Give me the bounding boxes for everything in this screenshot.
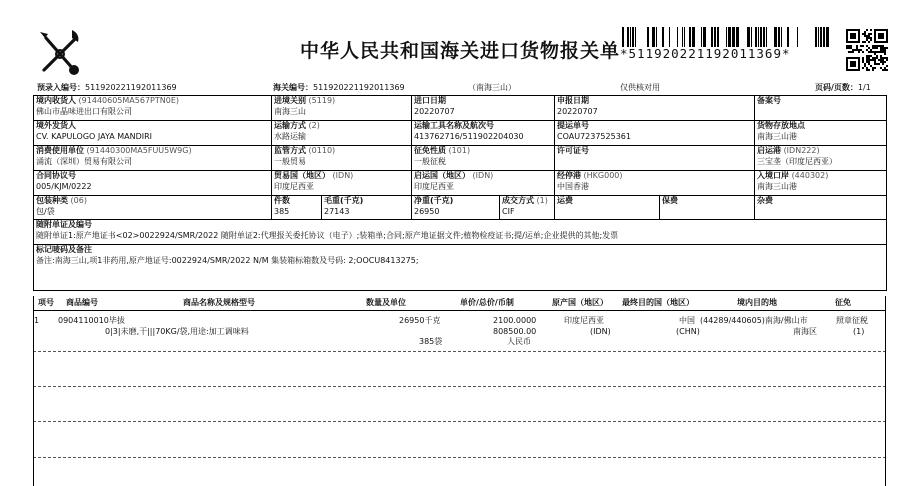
row-divider — [33, 386, 886, 387]
item-dest-code: (CHN) — [676, 327, 700, 336]
item-domestic-district: 南海区 — [793, 327, 817, 336]
row-divider — [33, 351, 886, 352]
item-domestic: (44289/440605)南海/佛山市 — [700, 316, 808, 325]
item-currency: 人民币 — [507, 337, 531, 346]
entry-port-cell: 入境口岸 (440302) 南海三山港 — [755, 171, 887, 196]
storage-cell: 货物存放地点 南海三山港 — [755, 121, 887, 146]
item-origin-code: (IDN) — [590, 327, 611, 336]
misc-fee-cell: 杂费 — [755, 196, 887, 220]
package-cell: 包装种类 (06) 包/袋 — [34, 196, 272, 220]
col-dest: 最终目的国（地区） — [622, 298, 694, 307]
shipper-cell: 境外发货人 CV. KAPULOGO JAYA MANDIRI — [34, 121, 272, 146]
item-qty-primary: 26950千克 — [399, 316, 441, 325]
bol-cell: 提运单号 COAU7237525361 — [555, 121, 755, 146]
insurance-cell: 保费 — [660, 196, 755, 220]
item-origin: 印度尼西亚 — [564, 316, 604, 325]
page-indicator: 页码/页数：1/1 — [815, 83, 871, 92]
item-spec: 0|3|未磨,干|||70KG/袋,用途:加工调味料 — [105, 327, 249, 336]
origin-country-cell: 启运国（地区） (IDN) 印度尼西亚 — [412, 171, 555, 196]
trade-country-cell: 贸易国（地区） (IDN) 印度尼西亚 — [272, 171, 412, 196]
row-divider — [33, 421, 886, 422]
supervision-cell: 监管方式 (0110) 一般贸易 — [272, 146, 412, 171]
attached-docs-cell: 随附单证及编号 随附单证1:原产地证书<02>0022924/SMR/2022 随附单证2:代理报关委托协议（电子）;装箱单;合同;原产地证据文件;植物检疫证书;提/运单;企业提供的其他;发票 — [34, 220, 887, 245]
customs-number: 海关编号：511920221192011369 — [273, 83, 405, 92]
pre-entry-number: 预录入编号：511920221192011369 — [37, 83, 177, 92]
levy-nature-cell: 征免性质 (101) 一般征税 — [412, 146, 555, 171]
item-levy: 照章征税 — [836, 316, 868, 325]
consumer-cell: 消费使用单位 (91440300MA5FUU5W9G) 涌流（深圳）贸易有限公司 — [34, 146, 272, 171]
items-left-border — [33, 296, 34, 486]
item-total-price: 808500.00 — [493, 327, 537, 336]
col-qty: 数量及单位 — [366, 298, 406, 307]
document-title: 中华人民共和国海关进口货物报关单 — [299, 40, 620, 62]
item-code-name: 0904110010毕拔 — [58, 316, 125, 325]
contract-cell: 合同协议号 005/KJM/0222 — [34, 171, 272, 196]
port-note: （南海三山） — [468, 83, 516, 92]
marks-remarks-cell: 标记唛码及备注 备注:南海三山,项1非药用,原产地证号:0022924/SMR/2022 N/M 集装箱标箱数及号码: 2;OOCU8413275; — [34, 245, 887, 291]
col-domestic: 境内目的地 — [737, 298, 777, 307]
barcode-icon — [622, 27, 830, 47]
consignee-cell: 境内收货人 (91440605MA567PTN0E) 佛山市晶味进出口有限公司 — [34, 96, 272, 121]
entry-office-cell: 进境关别 (5119) 南海三山 — [272, 96, 412, 121]
terms-cell: 成交方式 (1) CIF — [500, 196, 555, 220]
barcode-text: *511920221192011369* — [620, 46, 791, 61]
item-qty-secondary: 385袋 — [419, 337, 443, 346]
declare-date-cell: 申报日期 20220707 — [555, 96, 755, 121]
freight-cell: 运费 — [555, 196, 660, 220]
qr-code-icon — [846, 29, 888, 71]
gross-weight-cell: 毛重(千克) 27143 — [322, 196, 412, 220]
transit-port-cell: 经停港 (HKG000) 中国香港 — [555, 171, 755, 196]
item-levy-code: (1) — [853, 327, 865, 336]
item-dest: 中国 — [679, 316, 695, 325]
declaration-header-table — [33, 95, 887, 291]
pieces-cell: 件数 385 — [272, 196, 322, 220]
col-price: 单价/总价/币制 — [460, 298, 514, 307]
vessel-cell: 运输工具名称及航次号 413762716/511902204030 — [412, 121, 555, 146]
record-number-cell: 备案号 — [755, 96, 887, 121]
items-right-border — [885, 296, 886, 486]
col-origin: 原产国（地区） — [552, 298, 608, 307]
verify-note: 仅供核对用 — [620, 83, 660, 92]
items-header-rule — [33, 310, 886, 311]
license-cell: 许可证号 — [555, 146, 755, 171]
departure-port-cell: 启运港 (IDN222) 三宝垄（印度尼西亚） — [755, 146, 887, 171]
transport-mode-cell: 运输方式 (2) 水路运输 — [272, 121, 412, 146]
col-seq: 项号 — [38, 298, 54, 307]
item-unit-price: 2100.0000 — [493, 316, 537, 325]
net-weight-cell: 净重(千克) 26950 — [412, 196, 500, 220]
col-name: 商品名称及规格型号 — [183, 298, 255, 307]
item-seq: 1 — [34, 316, 40, 325]
col-levy: 征免 — [835, 298, 851, 307]
row-divider — [33, 457, 886, 458]
import-date-cell: 进口日期 20220707 — [412, 96, 555, 121]
col-code: 商品编号 — [66, 298, 98, 307]
